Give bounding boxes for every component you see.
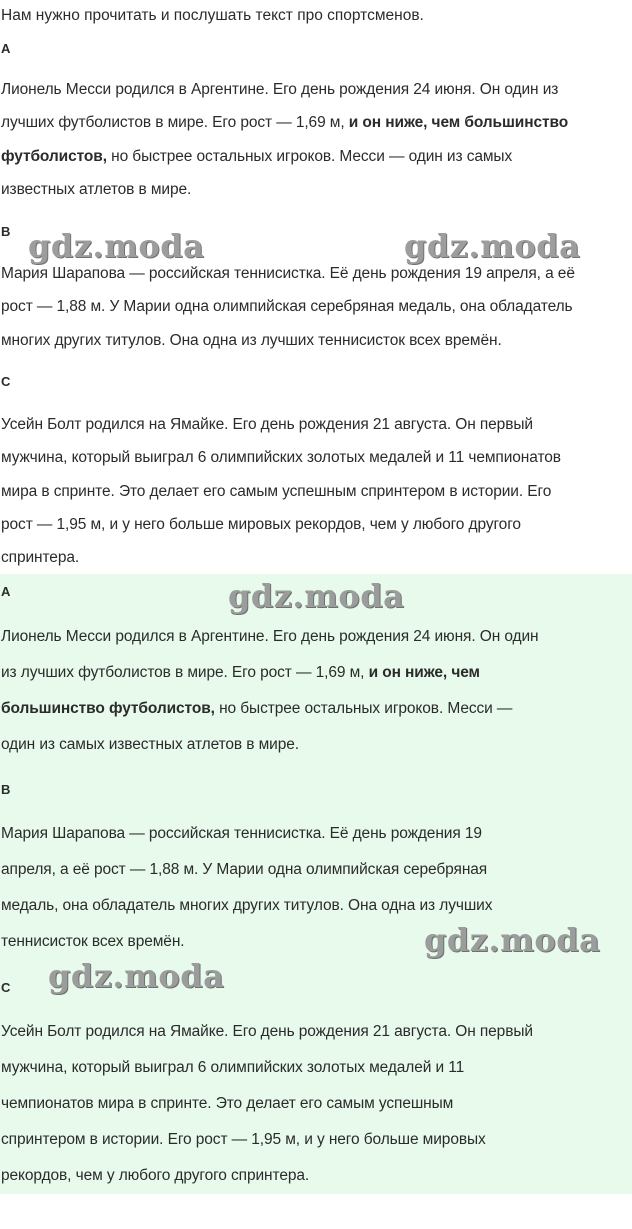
text-line: мужчина, который выиграл 6 олимпийских золотых медалей и 11 чемпионатов — [1, 449, 561, 467]
answer-paragraph-bolt — [1, 1014, 632, 1194]
text-line: Усейн Болт родился на Ямайке. Его день рождения 21 августа. Он первый — [1, 416, 533, 433]
paragraph-messi — [1, 73, 632, 206]
bold-phrase: футболистов, — [1, 147, 107, 165]
text-line: один из самых известных атлетов в мире. — [1, 736, 299, 753]
text-line — [1, 106, 632, 139]
intro-text: Нам нужно прочитать и послушать текст про спортсменов. — [1, 7, 424, 24]
section-letter-c: C — [1, 374, 11, 389]
text-line: Лионель Месси родился в Аргентине. Его день рождения 24 июня. Он один из — [1, 81, 559, 98]
watermark-logo: gdz.moda — [424, 921, 601, 959]
answer-letter-b: B — [1, 782, 11, 797]
bold-phrase: и он ниже, чем большинство — [348, 114, 569, 132]
text-line: рост — 1,88 м. У Марии одна олимпийская серебряная медаль, она обладатель — [1, 298, 573, 316]
text-line: теннисисток всех времён. — [1, 933, 185, 950]
text-segment: лучших футболистов в мире. Его рост — 1,69 м, — [1, 114, 349, 132]
bold-phrase: и он ниже, чем — [368, 664, 480, 681]
text-line: медаль, она обладатель многих других титулов. Она одна из лучших — [1, 897, 493, 914]
answer-paragraph-messi — [1, 619, 632, 763]
text-line: Мария Шарапова — российская теннисистка. Её день рождения 19 апреля, а её — [1, 265, 575, 282]
text-line: апреля, а её рост — 1,88 м. У Марии одна олимпийская серебряная — [1, 861, 488, 878]
answer-letter-c: C — [1, 980, 11, 995]
text-line: известных атлетов в мире. — [1, 180, 192, 198]
text-line: многих других титулов. Она одна из лучших теннисисток всех времён. — [1, 331, 502, 349]
watermark-logo: gdz.moda — [48, 957, 225, 995]
text-line: мужчина, который выиграл 6 олимпийских золотых медалей и 11 — [1, 1059, 465, 1076]
text-line: Мария Шарапова — российская теннисистка. Её день рождения 19 — [1, 825, 482, 842]
paragraph-bolt — [1, 408, 632, 574]
text-line: чемпионатов мира в спринте. Это делает его самым успешным — [1, 1095, 454, 1112]
text-line: Усейн Болт родился на Ямайке. Его день рождения 21 августа. Он первый — [1, 1023, 533, 1040]
text-segment: но быстрее остальных игроков. Месси — — [214, 700, 513, 717]
text-line: Лионель Месси родился в Аргентине. Его день рождения 24 июня. Он один — [1, 628, 539, 645]
answer-letter-a: A — [1, 584, 11, 599]
text-line: спринтером в истории. Его рост — 1,95 м, и у него больше мировых — [1, 1131, 486, 1148]
text-line: мира в спринте. Это делает его самым успешным спринтером в истории. Его — [1, 482, 552, 500]
text-line: рост — 1,95 м, и у него больше мировых рекордов, чем у любого другого — [1, 515, 521, 533]
text-line — [1, 140, 632, 173]
section-letter-a: A — [1, 41, 11, 56]
text-line: спринтера. — [1, 549, 80, 567]
text-segment: но быстрее остальных игроков. Месси — один из самых — [106, 147, 513, 165]
text-line: рекордов, чем у любого другого спринтера. — [1, 1167, 310, 1184]
watermark-logo: gdz.moda — [404, 227, 581, 265]
bold-phrase: большинство футболистов, — [1, 700, 215, 717]
section-letter-b: B — [1, 224, 11, 239]
text-line — [1, 691, 632, 727]
text-line — [1, 655, 632, 691]
watermark-logo: gdz.moda — [228, 577, 405, 615]
paragraph-sharapova — [1, 257, 632, 357]
text-segment: из лучших футболистов в мире. Его рост — 1,69 м, — [1, 664, 369, 681]
watermark-logo: gdz.moda — [28, 227, 205, 265]
